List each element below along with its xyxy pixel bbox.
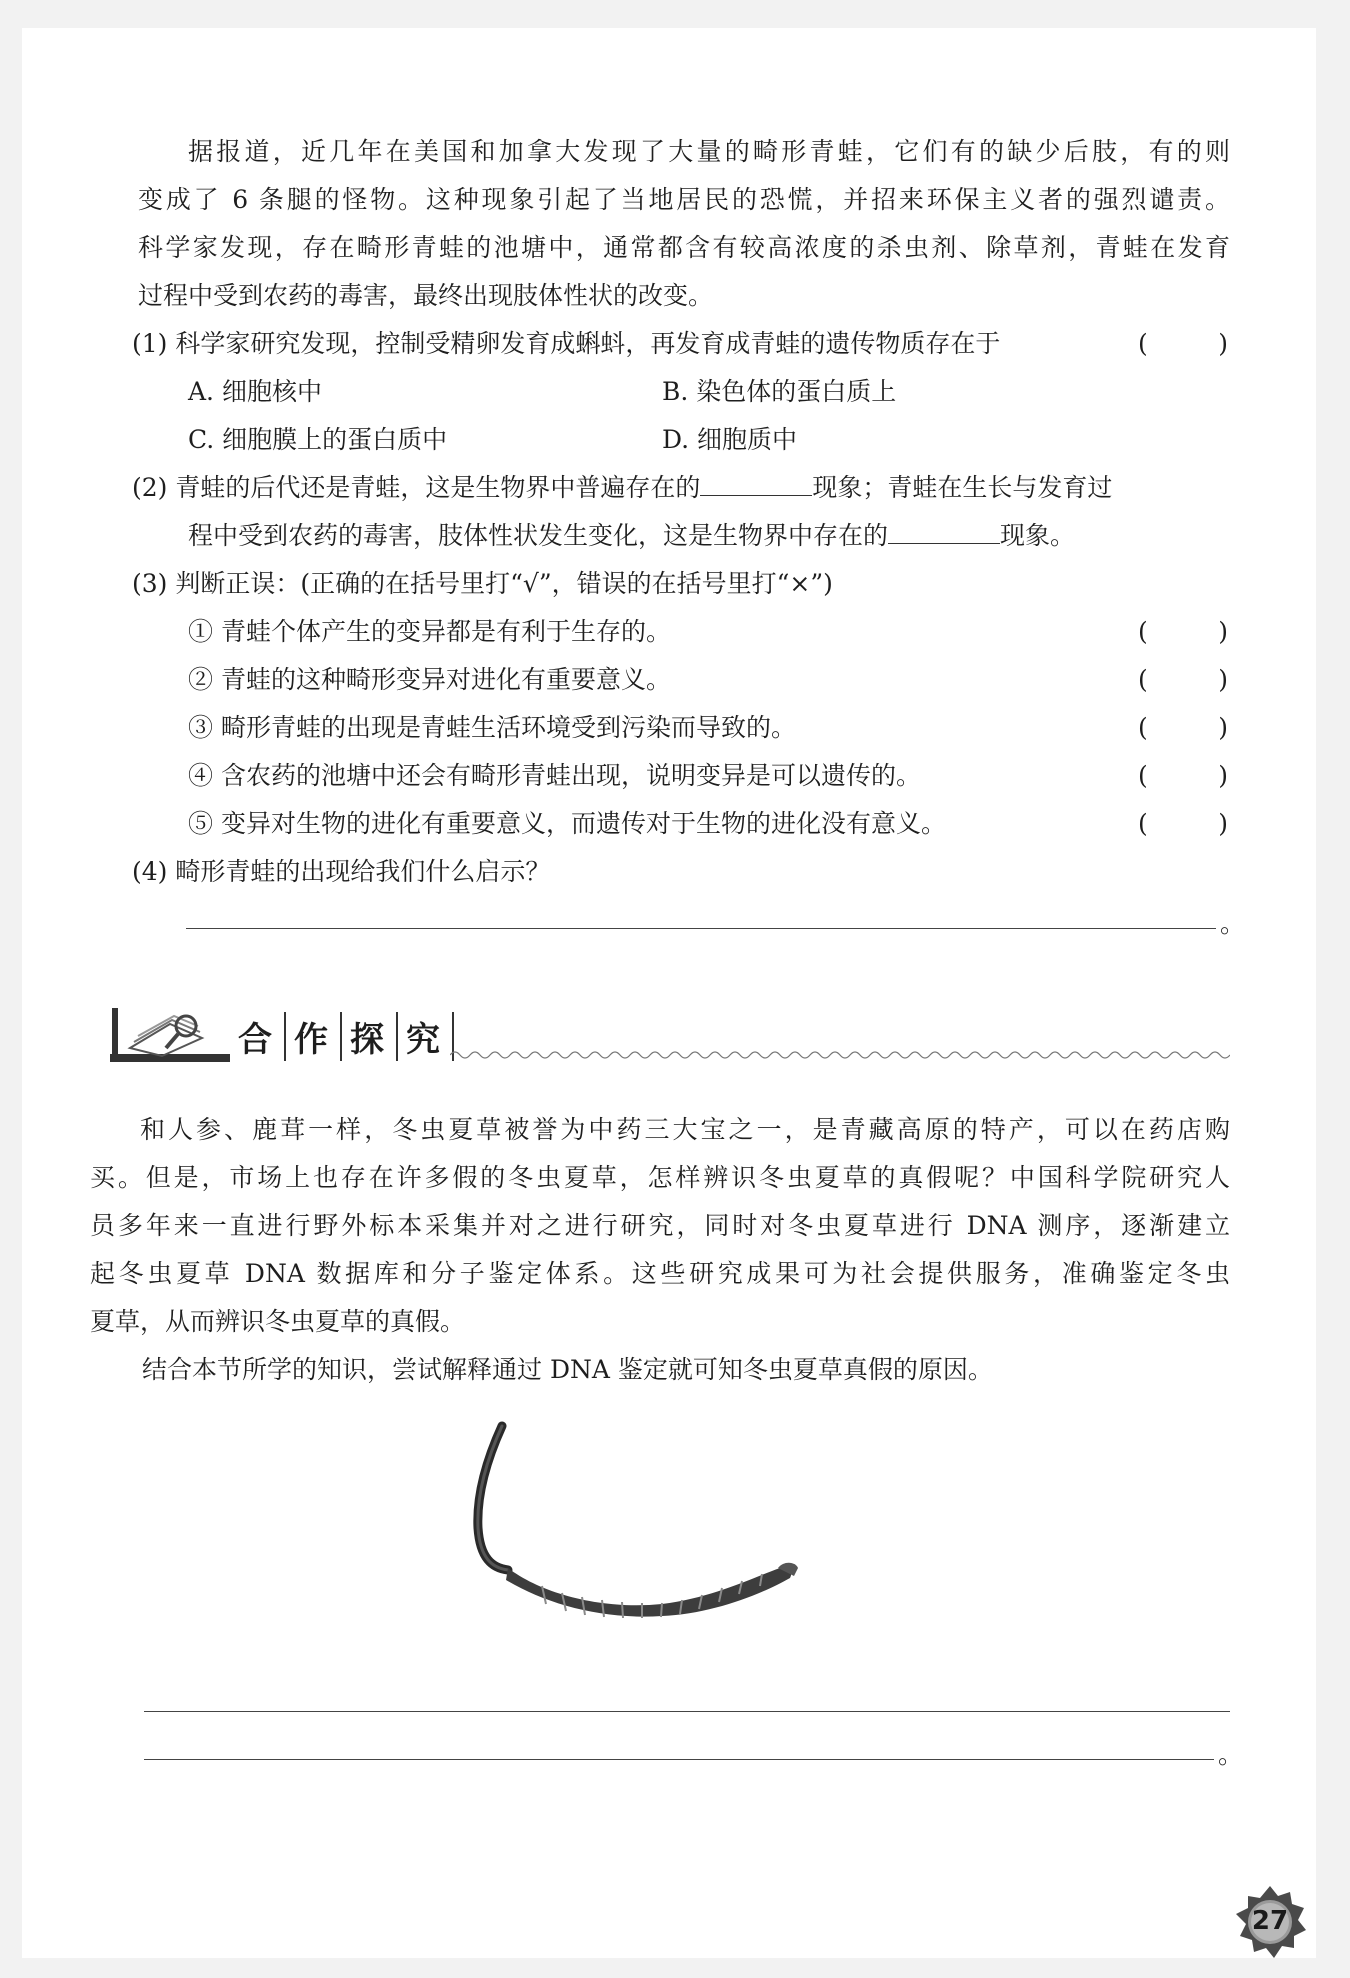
section-title-char: 作 [286, 1012, 342, 1061]
option-c: C. 细胞膜上的蛋白质中 [188, 425, 448, 454]
answer-parentheses[interactable]: ( ) [1138, 617, 1228, 646]
question-3: (3) 判断正误：(正确的在括号里打“√”，错误的在括号里打“×”) [132, 569, 833, 598]
question-4: (4) 畸形青蛙的出现给我们什么启示？ [132, 857, 551, 886]
coop-line: 夏草，从而辨识冬虫夏草的真假。 [90, 1307, 466, 1336]
coop-line: 起冬虫夏草 DNA 数据库和分子鉴定体系。这些研究成果可为社会提供服务，准确鉴定冬虫 [90, 1259, 1230, 1288]
section-title-char: 合 [230, 1012, 286, 1061]
question-2-line-2: 程中受到农药的毒害，肢体性状发生变化，这是生物界中存在的 现象。 [188, 521, 1076, 550]
judgement-item-4: ④ 含农药的池塘中还会有畸形青蛙出现，说明变异是可以遗传的。 [188, 761, 921, 790]
coop-task: 结合本节所学的知识，尝试解释通过 DNA 鉴定就可知冬虫夏草真假的原因。 [142, 1355, 993, 1384]
coop-line: 买。但是，市场上也存在许多假的冬虫夏草，怎样辨识冬虫夏草的真假呢？中国科学院研究人 [90, 1163, 1230, 1192]
workbook-page [22, 28, 1316, 1958]
judgement-item-2: ② 青蛙的这种畸形变异对进化有重要意义。 [188, 665, 671, 694]
option-b: B. 染色体的蛋白质上 [662, 377, 897, 406]
coop-line: 和人参、鹿茸一样，冬虫夏草被誉为中药三大宝之一，是青藏高原的特产，可以在药店购 [140, 1115, 1230, 1144]
answer-line[interactable] [144, 1711, 1230, 1712]
option-a: A. 细胞核中 [188, 377, 322, 406]
section-title-char: 探 [342, 1012, 398, 1061]
intro-line: 据报道，近几年在美国和加拿大发现了大量的畸形青蛙，它们有的缺少后肢，有的则 [188, 137, 1230, 166]
answer-line[interactable] [144, 1759, 1214, 1760]
section-header [110, 1004, 1230, 1066]
intro-paragraph [138, 128, 1230, 320]
coop-paragraph [90, 1106, 1230, 1346]
page-number: 27 [1251, 1906, 1289, 1936]
answer-parentheses[interactable]: ( ) [1138, 809, 1228, 838]
section-title [230, 1012, 454, 1061]
question-2-line-1: (2) 青蛙的后代还是青蛙，这是生物界中普遍存在的 现象；青蛙在生长与发育过 [132, 473, 1113, 502]
judgement-item-5: ⑤ 变异对生物的进化有重要意义，而遗传对于生物的进化没有意义。 [188, 809, 946, 838]
judgement-item-1: ① 青蛙个体产生的变异都是有利于生存的。 [188, 617, 671, 646]
cordyceps-illustration [462, 1418, 822, 1638]
fill-blank-1[interactable] [700, 472, 812, 496]
period-mark: 。 [1220, 909, 1246, 938]
answer-parentheses[interactable]: ( ) [1138, 665, 1228, 694]
period-mark: 。 [1218, 1740, 1244, 1769]
fill-blank-2[interactable] [888, 520, 1000, 544]
option-d: D. 细胞质中 [662, 425, 798, 454]
answer-line[interactable] [186, 928, 1216, 929]
page-number-badge [1232, 1884, 1308, 1960]
section-title-char: 究 [398, 1012, 454, 1061]
answer-parentheses[interactable]: ( ) [1138, 761, 1228, 790]
coop-line: 员多年来一直进行野外标本采集并对之进行研究，同时对冬虫夏草进行 DNA 测序，逐渐建立 [90, 1211, 1230, 1240]
question-1: (1) 科学家研究发现，控制受精卵发育成蝌蚪，再发育成青蛙的遗传物质存在于 [132, 329, 1001, 358]
books-magnifier-icon [110, 1004, 230, 1066]
judgement-item-3: ③ 畸形青蛙的出现是青蛙生活环境受到污染而导致的。 [188, 713, 796, 742]
answer-parentheses[interactable]: ( ) [1138, 713, 1228, 742]
intro-line: 过程中受到农药的毒害，最终出现肢体性状的改变。 [138, 281, 714, 310]
intro-line: 变成了 6 条腿的怪物。这种现象引起了当地居民的恐慌，并招来环保主义者的强烈谴责。 [138, 185, 1230, 214]
wavy-divider [450, 1048, 1230, 1062]
intro-line: 科学家发现，存在畸形青蛙的池塘中，通常都含有较高浓度的杀虫剂、除草剂，青蛙在发育 [138, 233, 1230, 262]
answer-parentheses[interactable]: ( ) [1138, 329, 1228, 358]
